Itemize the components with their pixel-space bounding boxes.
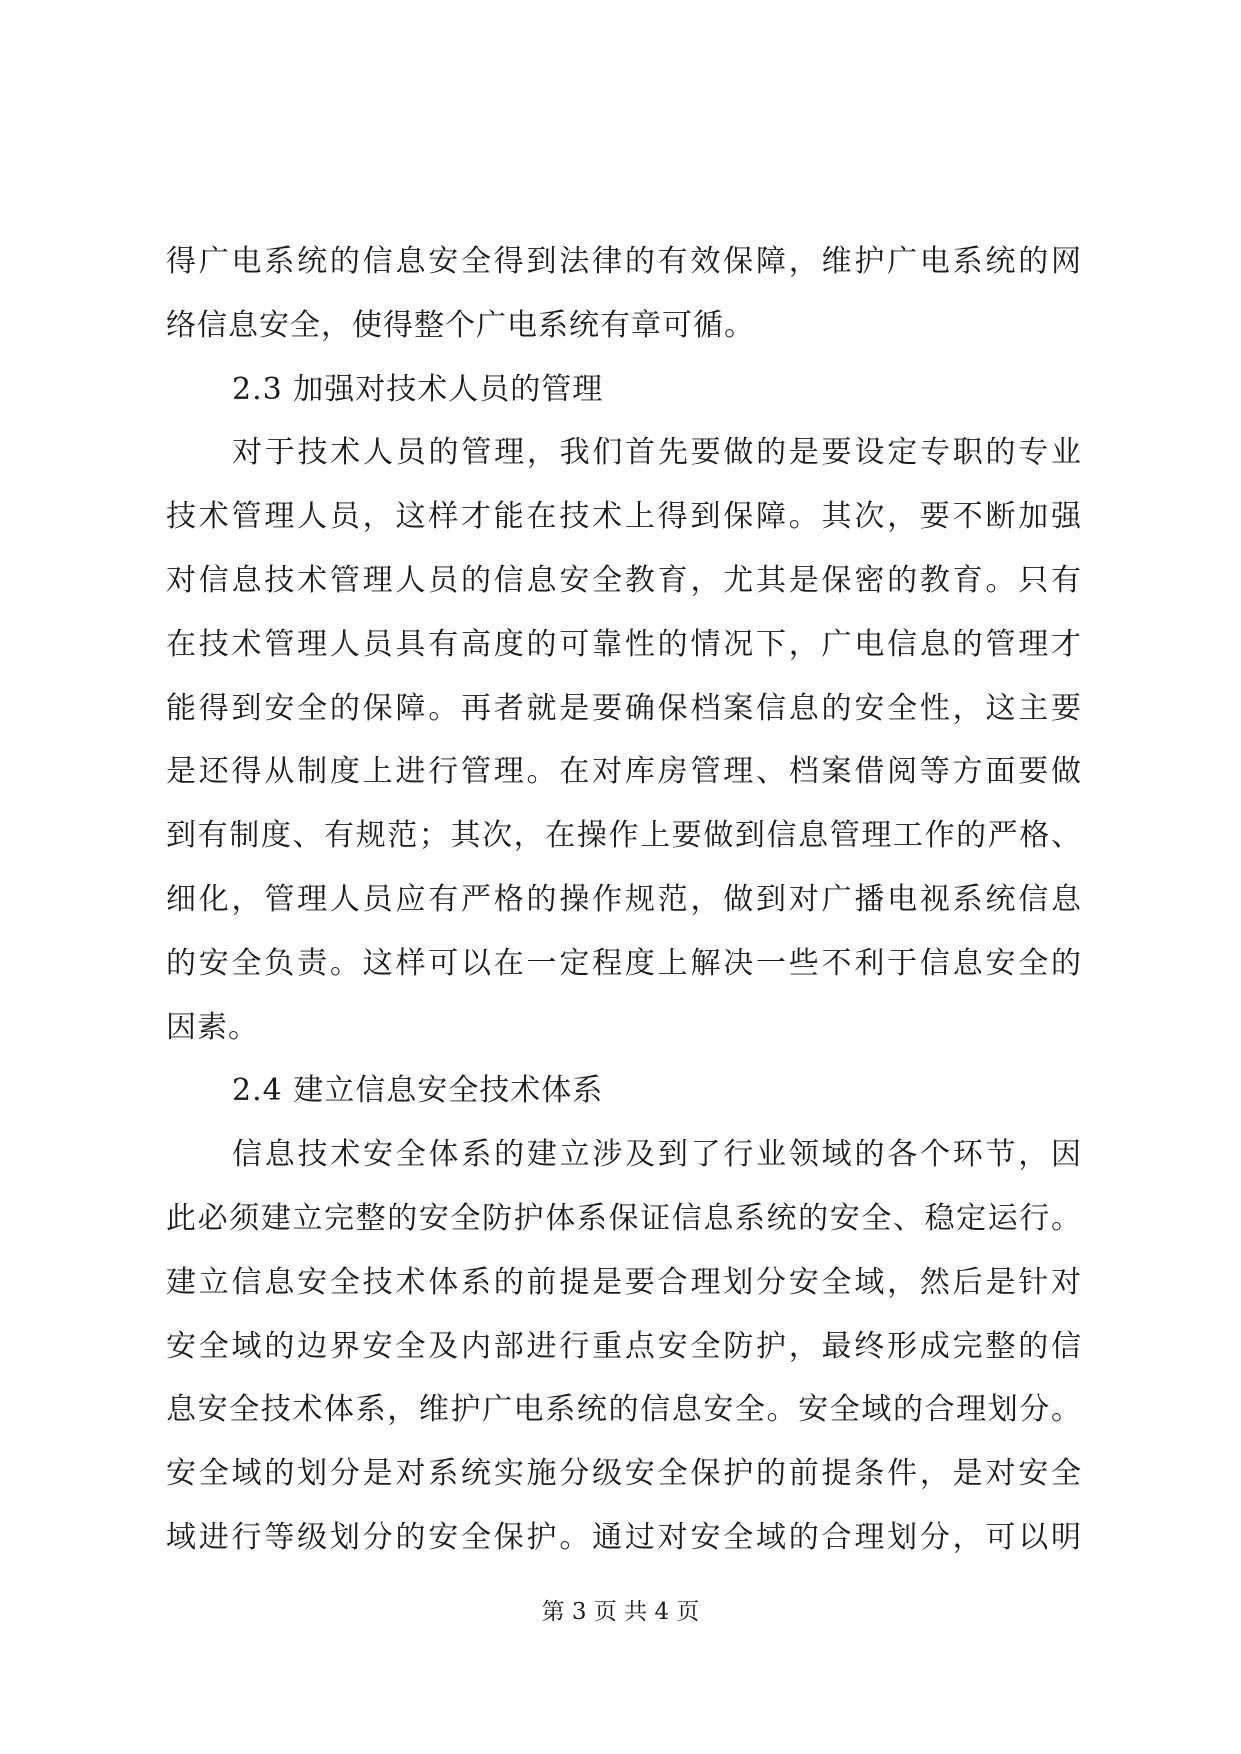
text-line: 安全域的划分是对系统实施分级安全保护的前提条件，是对安全 <box>166 1456 1084 1492</box>
body-text <box>166 230 1082 1570</box>
text-line: 息安全技术体系，维护广电系统的信息安全。安全域的合理划分。 <box>166 1392 1083 1428</box>
page-footer: 第 3 页 共 4 页 <box>541 1599 700 1625</box>
text-line: 的安全负责。这样可以在一定程度上解决一些不利于信息安全的 <box>166 945 1084 981</box>
text-line: 在技术管理人员具有高度的可靠性的情况下，广电信息的管理才 <box>166 626 1084 662</box>
text-line: 安全域的边界安全及内部进行重点安全防护，最终形成完整的信 <box>166 1328 1084 1364</box>
text-line: 2.4 建立信息安全技术体系 <box>232 1073 604 1109</box>
text-line: 技术管理人员，这样才能在技术上得到保障。其次，要不断加强 <box>166 499 1084 535</box>
text-line: 此必须建立完整的安全防护体系保证信息系统的安全、稳定运行。 <box>166 1200 1083 1236</box>
text-line: 对信息技术管理人员的信息安全教育，尤其是保密的教育。只有 <box>166 562 1084 598</box>
text-line: 细化，管理人员应有严格的操作规范，做到对广播电视系统信息 <box>166 881 1084 917</box>
text-line: 是还得从制度上进行管理。在对库房管理、档案借阅等方面要做 <box>166 754 1084 790</box>
text-line: 2.3 加强对技术人员的管理 <box>232 371 604 407</box>
text-line: 对于技术人员的管理，我们首先要做的是要设定专职的专业 <box>232 435 1084 471</box>
text-line: 因素。 <box>166 1009 259 1045</box>
text-line: 建立信息安全技术体系的前提是要合理划分安全域，然后是针对 <box>166 1264 1084 1300</box>
text-line: 信息技术安全体系的建立涉及到了行业领域的各个环节，因 <box>232 1137 1084 1173</box>
text-line: 能得到安全的保障。再者就是要确保档案信息的安全性，这主要 <box>166 690 1084 726</box>
text-line: 得广电系统的信息安全得到法律的有效保障，维护广电系统的网 <box>166 244 1084 279</box>
text-line: 域进行等级划分的安全保护。通过对安全域的合理划分，可以明 <box>166 1519 1084 1555</box>
text-line: 到有制度、有规范；其次，在操作上要做到信息管理工作的严格、 <box>166 818 1083 854</box>
text-line: 络信息安全，使得整个广电系统有章可循。 <box>166 307 755 343</box>
